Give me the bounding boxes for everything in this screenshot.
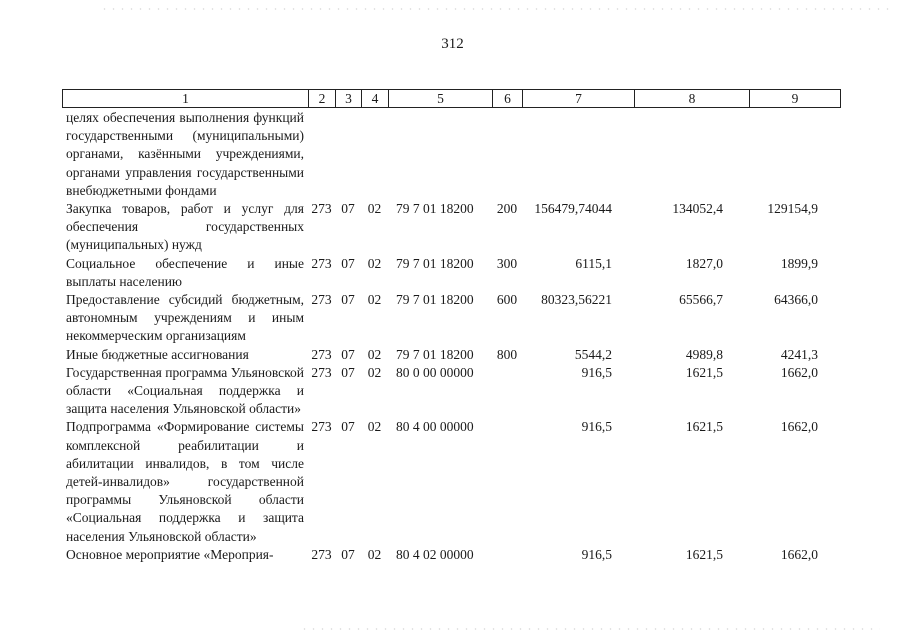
cell-section-code: 07 (341, 346, 355, 362)
row-name: Иные бюджетные ассигнования (66, 346, 249, 362)
cell-amount-year-1: 156479,74044 (534, 201, 612, 217)
row-name: Закупка товаров, работ и услуг для обеспечения государственных (муниципальных) нужд (66, 201, 304, 253)
cell-admin-code: 273 (311, 364, 332, 380)
column-header-8: 8 (635, 90, 750, 108)
table-row (62, 200, 840, 255)
cell-target-article: 80 0 00 00000 (396, 364, 474, 380)
budget-table (62, 109, 840, 564)
cell-amount-year-3: 1899,9 (780, 255, 818, 271)
cell-target-article: 79 7 01 18200 (396, 292, 474, 308)
cell-amount-year-2: 1621,5 (685, 364, 723, 380)
cell-amount-year-1: 916,5 (581, 546, 612, 562)
cell-amount-year-2: 134052,4 (672, 201, 723, 217)
column-header-7: 7 (523, 90, 635, 108)
cell-amount-year-2: 1827,0 (685, 255, 723, 271)
scan-artifact-top (100, 8, 890, 10)
column-header-3: 3 (336, 90, 362, 108)
cell-expense-type (492, 418, 522, 545)
cell-expense-type (492, 364, 522, 419)
cell-subsection-code: 02 (367, 364, 382, 380)
cell-expense-type: 200 (496, 201, 518, 217)
cell-amount-year-1 (522, 109, 634, 200)
table-row (62, 291, 840, 346)
row-name: Подпрограмма «Формирование системы комплексной реабилитации и абилитации инвалидов, в том числе детей-инвалидов» государственной программы Ульяновской области «Социальная поддержка и защита населения Ульяновской области» (66, 419, 304, 544)
scan-artifact-bottom (300, 628, 880, 630)
cell-section-code: 07 (341, 255, 355, 271)
cell-target-article: 80 4 02 00000 (396, 546, 474, 562)
row-name: Государственная программа Ульяновской области «Социальная поддержка и защита населения Ульяновской области» (66, 364, 304, 417)
table-row (62, 418, 840, 545)
cell-amount-year-3: 1662,0 (780, 364, 818, 380)
cell-amount-year-2 (634, 109, 749, 200)
cell-section-code: 07 (341, 292, 355, 308)
cell-expense-type: 300 (496, 255, 518, 271)
row-name: Социальное обеспечение и иные выплаты населению (66, 255, 304, 289)
cell-target-article: 79 7 01 18200 (396, 255, 474, 271)
cell-amount-year-3: 4241,3 (780, 346, 818, 362)
table-row (62, 546, 840, 564)
column-header-2: 2 (309, 90, 336, 108)
row-name: целях обеспечения выполнения функций государственными (муниципальными) органами, казёнными учреждениями, органами управления государственными внебюджетными фондами (66, 110, 304, 198)
cell-target-article: 79 7 01 18200 (396, 346, 474, 362)
cell-amount-year-1: 6115,1 (575, 255, 612, 271)
cell-expense-type: 600 (496, 292, 518, 308)
cell-subsection-code: 02 (367, 255, 382, 271)
cell-amount-year-3 (749, 109, 840, 200)
cell-admin-code: 273 (311, 255, 332, 271)
cell-expense-type (492, 546, 522, 564)
cell-amount-year-2: 1621,5 (685, 546, 723, 562)
cell-admin-code: 273 (311, 201, 332, 217)
cell-amount-year-1: 916,5 (581, 419, 612, 435)
cell-section-code: 07 (341, 419, 355, 435)
cell-section-code: 07 (341, 546, 355, 562)
cell-amount-year-3: 1662,0 (780, 419, 818, 435)
cell-subsection-code: 02 (367, 419, 382, 435)
cell-amount-year-3: 129154,9 (767, 201, 818, 217)
cell-amount-year-1: 80323,56221 (541, 292, 612, 308)
cell-amount-year-2: 4989,8 (685, 346, 723, 362)
cell-admin-code: 273 (311, 292, 332, 308)
column-header-4: 4 (362, 90, 389, 108)
column-header-5: 5 (389, 90, 493, 108)
cell-admin-code: 273 (311, 419, 332, 435)
cell-expense-type (492, 109, 522, 200)
cell-amount-year-2: 1621,5 (685, 419, 723, 435)
cell-admin-code (308, 109, 335, 200)
cell-subsection-code: 02 (367, 201, 382, 217)
cell-amount-year-1: 5544,2 (574, 346, 612, 362)
table-header (62, 89, 841, 108)
cell-section-code: 07 (341, 364, 355, 380)
column-header-6: 6 (493, 90, 523, 108)
cell-admin-code: 273 (311, 546, 332, 562)
cell-subsection-code: 02 (367, 292, 382, 308)
column-header-9: 9 (750, 90, 841, 108)
cell-expense-type: 800 (496, 346, 518, 362)
table-row (62, 109, 840, 200)
cell-amount-year-3: 64366,0 (774, 292, 818, 308)
row-name: Основное мероприятие «Мероприя- (66, 546, 274, 562)
table-row (62, 255, 840, 291)
cell-subsection-code: 02 (367, 346, 382, 362)
cell-section-code (335, 109, 361, 200)
cell-target-article: 79 7 01 18200 (396, 201, 474, 217)
cell-target-article (388, 109, 492, 200)
cell-section-code: 07 (341, 201, 355, 217)
cell-amount-year-2: 65566,7 (679, 292, 723, 308)
cell-admin-code: 273 (311, 346, 332, 362)
table-row (62, 346, 840, 364)
column-header-1: 1 (63, 90, 309, 108)
page-number: 312 (441, 36, 464, 52)
cell-subsection-code (361, 109, 388, 200)
row-name: Предоставление субсидий бюджетным, автономным учреждениям и иным некоммерческим организациям (66, 292, 304, 344)
cell-amount-year-1: 916,5 (581, 364, 612, 380)
cell-target-article: 80 4 00 00000 (396, 419, 474, 435)
cell-subsection-code: 02 (367, 546, 382, 562)
table-row (62, 364, 840, 419)
cell-amount-year-3: 1662,0 (780, 546, 818, 562)
